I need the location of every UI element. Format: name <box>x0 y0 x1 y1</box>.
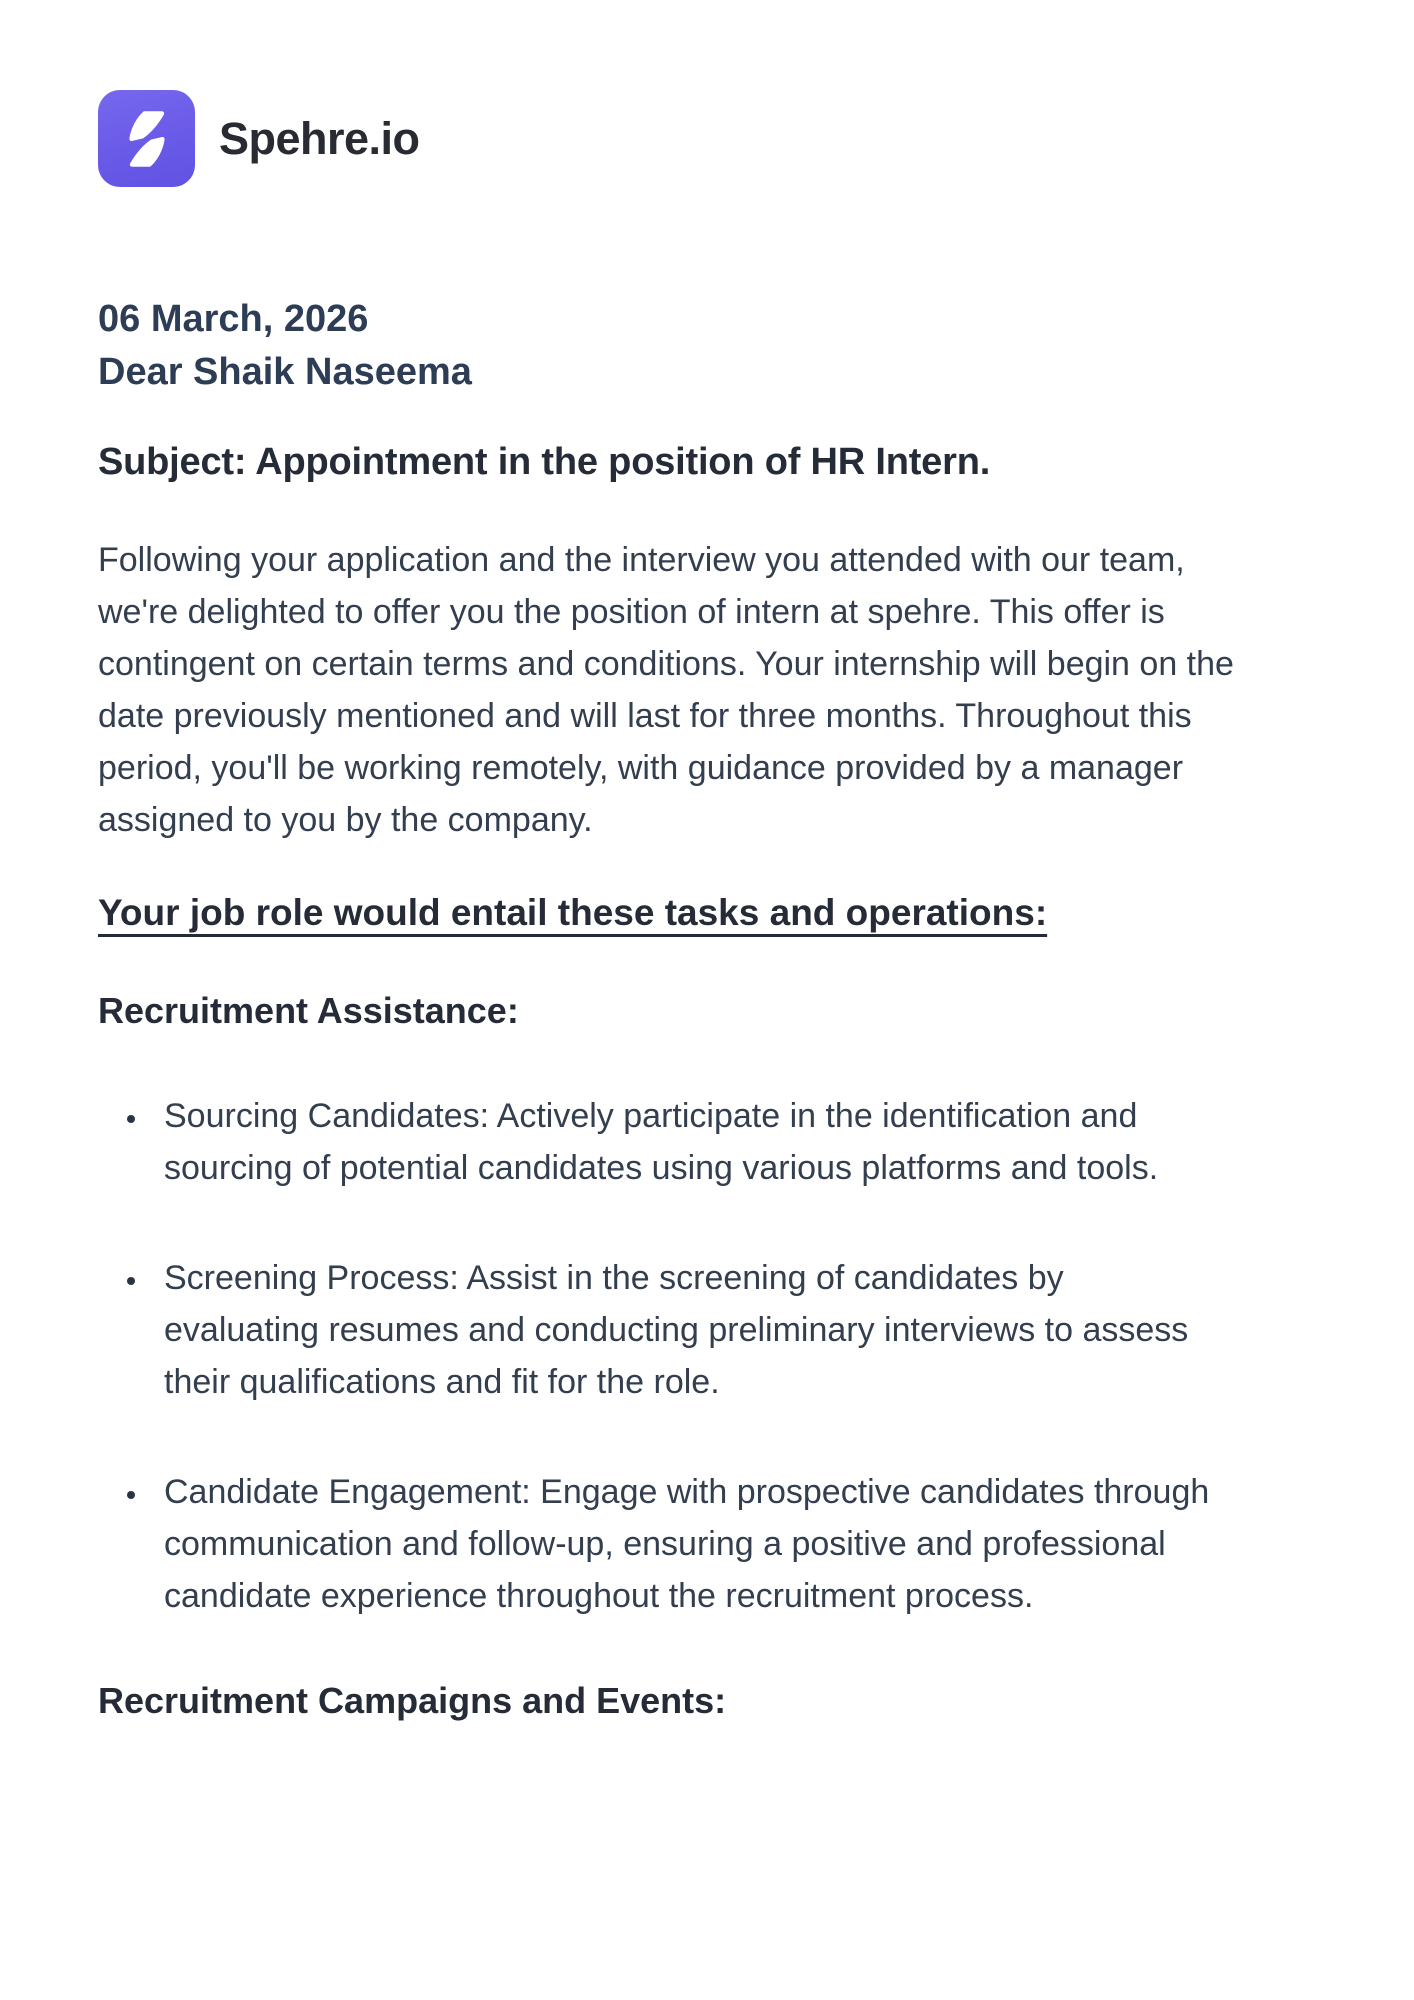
list-item: • Candidate Engagement: Engage with prospective candidates through communication and follow-up, ensuring a positive and professional candidate experience throughout the recruitment process. <box>150 1466 1228 1622</box>
list-item: • Screening Process: Assist in the screening of candidates by evaluating resumes and conducting preliminary interviews to assess their qualifications and fit for the role. <box>150 1252 1228 1408</box>
letter-header <box>98 293 1322 399</box>
tasks-heading: Your job role would entail these tasks and operations: <box>98 892 1048 933</box>
brand-name: Spehre.io <box>219 112 420 164</box>
letter-salutation: Dear Shaik Naseema <box>98 351 472 393</box>
list-item: • Sourcing Candidates: Actively participate in the identification and sourcing of potential candidates using various platforms and tools. <box>150 1090 1228 1194</box>
letter-date: 06 March, 2026 <box>98 298 369 340</box>
subject-line: Subject: Appointment in the position of HR Intern. <box>98 441 991 483</box>
recruitment-assistance-list <box>98 1090 1228 1622</box>
section-title-recruitment-campaigns: Recruitment Campaigns and Events: <box>98 1680 727 1721</box>
s-bolt-icon <box>114 104 180 174</box>
brand-header <box>98 90 1322 187</box>
spehre-logo-icon <box>98 90 195 187</box>
intro-paragraph: Following your application and the interview you attended with our team, we're delighted to offer you the position of intern at spehre. This offer is contingent on certain terms and conditions. Your internship will begin on the date previously mentioned and will last for three months. Throughout this period, you'll be working remotely, with guidance provided by a manager assigned to you by the company. <box>98 541 1234 839</box>
section-title-recruitment-assistance: Recruitment Assistance: <box>98 990 519 1031</box>
